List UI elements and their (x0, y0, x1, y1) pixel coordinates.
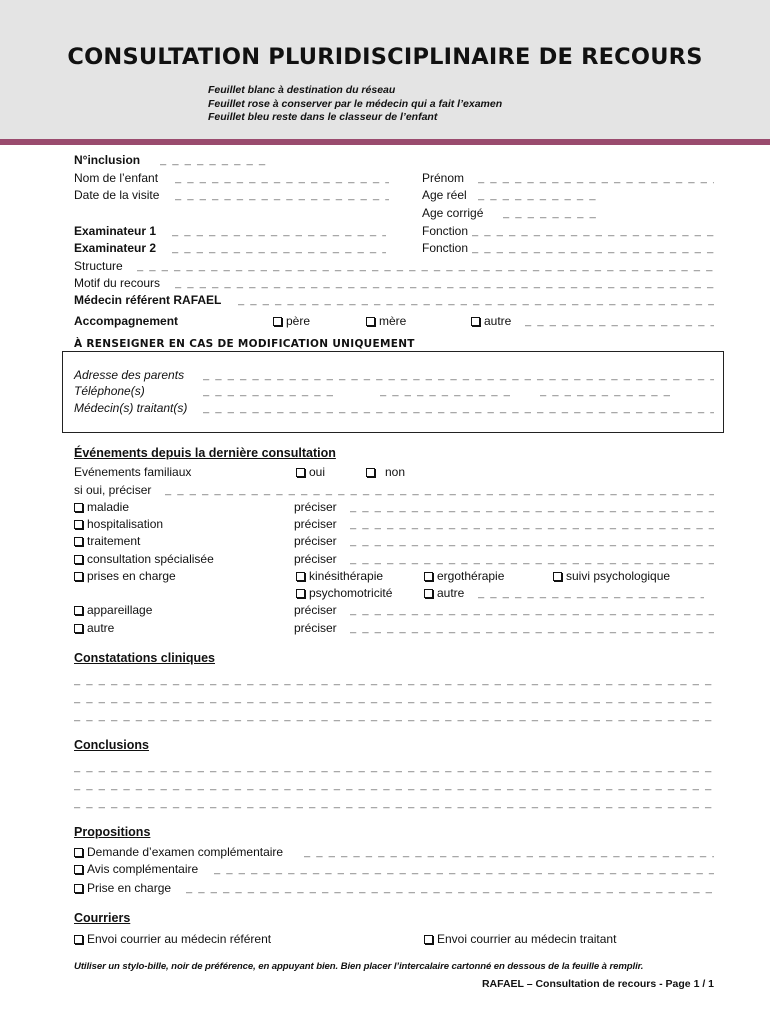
child-name-field[interactable] (175, 171, 389, 185)
firstname-field[interactable] (478, 171, 714, 185)
equipment-checkbox[interactable] (74, 603, 152, 617)
checkbox-icon (296, 572, 305, 581)
copy-instruction-blue: Feuillet bleu reste dans le classeur de l’enfant (208, 111, 438, 123)
copy-instructions (208, 84, 502, 125)
checkbox-icon (74, 520, 83, 529)
real-age-field[interactable] (478, 188, 598, 202)
visit-date-label: Date de la visite (74, 188, 160, 202)
modification-heading: À RENSEIGNER EN CAS DE MODIFICATION UNIQUEMENT (74, 338, 415, 350)
letter-attending-label: Envoi courrier au médecin traitant (437, 932, 617, 946)
illness-specify-field[interactable] (350, 500, 714, 514)
structure-label: Structure (74, 259, 123, 273)
physiotherapy-checkbox[interactable] (296, 569, 383, 583)
function2-label: Fonction (422, 241, 469, 255)
psychomotricity-label: psychomotricité (309, 586, 393, 600)
care-proposal-checkbox[interactable] (74, 881, 171, 895)
letter-referent-label: Envoi courrier au médecin référent (87, 932, 272, 946)
real-age-label: Age réel (422, 188, 467, 202)
care-proposal-label: Prise en charge (87, 881, 172, 895)
occupational-therapy-label: ergothérapie (437, 569, 505, 583)
hospitalisation-label: hospitalisation (87, 517, 164, 531)
specify-label: préciser (294, 552, 337, 566)
other-care-label: autre (437, 586, 465, 600)
checkbox-icon (74, 572, 83, 581)
checkbox-icon (74, 537, 83, 546)
inclusion-label: N°inclusion (74, 153, 141, 167)
phone-field-3[interactable] (540, 384, 670, 398)
father-label: père (286, 314, 311, 328)
extra-exam-checkbox[interactable] (74, 845, 283, 859)
mother-label: mère (379, 314, 407, 328)
examiner1-field[interactable] (172, 224, 386, 238)
other-event-label: autre (87, 621, 115, 635)
hospitalisation-specify-field[interactable] (350, 517, 714, 531)
other-care-checkbox[interactable] (424, 586, 464, 600)
function1-label: Fonction (422, 224, 469, 238)
yes-label: oui (309, 465, 326, 479)
examiner1-label: Examinateur 1 (74, 224, 157, 238)
motive-field[interactable] (175, 276, 714, 290)
other-companion-checkbox[interactable] (471, 314, 511, 328)
letters-heading: Courriers (74, 911, 131, 925)
no-label: non (385, 465, 406, 479)
propositions-heading: Propositions (74, 825, 151, 839)
corrected-age-label: Age corrigé (422, 206, 484, 220)
firstname-label: Prénom (422, 171, 465, 185)
other-companion-field[interactable] (525, 314, 714, 328)
function2-field[interactable] (472, 241, 714, 255)
phone-field-2[interactable] (380, 384, 510, 398)
clinical-findings-line-1[interactable] (74, 673, 714, 687)
specify-label: préciser (294, 517, 337, 531)
father-checkbox[interactable] (273, 314, 310, 328)
checkbox-icon (424, 935, 433, 944)
other-companion-label: autre (484, 314, 512, 328)
checkbox-icon (74, 865, 83, 874)
if-yes-label: si oui, préciser (74, 483, 152, 497)
parents-address-field[interactable] (203, 368, 714, 382)
checkbox-icon (296, 468, 305, 477)
checkbox-icon (296, 589, 305, 598)
psychological-followup-label: suivi psychologique (566, 569, 671, 583)
phone-label: Téléphone(s) (74, 384, 145, 398)
specify-label: préciser (294, 603, 337, 617)
checkbox-icon (74, 935, 83, 944)
extra-exam-label: Demande d’examen complémentaire (87, 845, 284, 859)
checkbox-icon (74, 624, 83, 633)
if-yes-field[interactable] (165, 483, 714, 497)
conclusions-line-1[interactable] (74, 760, 714, 774)
copy-instruction-white: Feuillet blanc à destination du réseau (208, 84, 396, 96)
visit-date-field[interactable] (175, 188, 389, 202)
occupational-therapy-checkbox[interactable] (424, 569, 504, 583)
treatment-checkbox[interactable] (74, 534, 140, 548)
equipment-specify-field[interactable] (350, 603, 714, 617)
psychomotricity-checkbox[interactable] (296, 586, 392, 600)
conclusions-heading: Conclusions (74, 738, 150, 752)
checkbox-icon (74, 606, 83, 615)
parents-address-label: Adresse des parents (74, 368, 185, 382)
usage-note: Utiliser un stylo-bille, noir de préférence, en appuyant bien. Bien placer l’intercalaire cartonné en dessous de la feuille à remplir. (74, 961, 644, 972)
examiner2-field[interactable] (172, 241, 386, 255)
treatment-label: traitement (87, 534, 141, 548)
clinical-findings-line-3[interactable] (74, 709, 714, 723)
phone-field-1[interactable] (203, 384, 333, 398)
checkbox-icon (74, 503, 83, 512)
checkbox-icon (74, 848, 83, 857)
header-divider (0, 139, 770, 145)
motive-label: Motif du recours (74, 276, 161, 290)
specify-label: préciser (294, 621, 337, 635)
illness-label: maladie (87, 500, 130, 514)
other-event-specify-field[interactable] (350, 621, 714, 635)
mother-checkbox[interactable] (366, 314, 406, 328)
extra-exam-field[interactable] (304, 845, 714, 859)
clinical-findings-line-2[interactable] (74, 691, 714, 705)
specialist-consultation-checkbox[interactable] (74, 552, 214, 566)
extra-opinion-checkbox[interactable] (74, 862, 198, 876)
events-heading: Événements depuis la dernière consultation (74, 446, 336, 460)
physiotherapy-label: kinésithérapie (309, 569, 384, 583)
accompaniment-label: Accompagnement (74, 314, 179, 328)
clinical-findings-heading: Constatations cliniques (74, 651, 215, 665)
checkbox-icon (273, 317, 282, 326)
checkbox-icon (424, 589, 433, 598)
conclusions-line-2[interactable] (74, 778, 714, 792)
specialist-consultation-specify-field[interactable] (350, 552, 714, 566)
letter-referent-checkbox[interactable] (74, 932, 271, 946)
care-proposal-field[interactable] (186, 881, 714, 895)
yes-checkbox[interactable] (296, 465, 325, 479)
other-care-field[interactable] (478, 586, 704, 600)
checkbox-icon (74, 884, 83, 893)
attending-doctors-label: Médecin(s) traitant(s) (74, 401, 188, 415)
referent-doctor-label: Médecin référent RAFAEL (74, 293, 222, 307)
attending-doctors-field[interactable] (203, 401, 714, 415)
care-label: prises en charge (87, 569, 176, 583)
conclusions-line-3[interactable] (74, 796, 714, 810)
checkbox-icon (424, 572, 433, 581)
copy-instruction-pink: Feuillet rose à conserver par le médecin qui a fait l’examen (208, 97, 503, 110)
care-checkbox[interactable] (74, 569, 176, 583)
child-name-label: Nom de l’enfant (74, 171, 159, 185)
specialist-consultation-label: consultation spécialisée (87, 552, 214, 566)
extra-opinion-label: Avis complémentaire (87, 862, 199, 876)
equipment-label: appareillage (87, 603, 153, 617)
treatment-specify-field[interactable] (350, 534, 714, 548)
inclusion-field[interactable] (160, 153, 266, 167)
illness-checkbox[interactable] (74, 500, 129, 514)
checkbox-icon (74, 555, 83, 564)
specify-label: préciser (294, 534, 337, 548)
examiner2-label: Examinateur 2 (74, 241, 157, 255)
family-events-label: Evénements familiaux (74, 465, 192, 479)
no-checkbox[interactable] (366, 465, 405, 479)
referent-doctor-field[interactable] (238, 293, 714, 307)
extra-opinion-field[interactable] (214, 862, 714, 876)
page-title: CONSULTATION PLURIDISCIPLINAIRE DE RECOURS (67, 44, 703, 70)
letter-attending-checkbox[interactable] (424, 932, 616, 946)
psychological-followup-checkbox[interactable] (553, 569, 670, 583)
other-event-checkbox[interactable] (74, 621, 114, 635)
checkbox-icon (366, 468, 375, 477)
checkbox-icon (366, 317, 375, 326)
function1-field[interactable] (472, 224, 714, 238)
corrected-age-field[interactable] (503, 206, 599, 220)
structure-field[interactable] (137, 259, 714, 273)
page-footer: RAFAEL – Consultation de recours - Page 1 / 1 (481, 978, 714, 990)
checkbox-icon (471, 317, 480, 326)
hospitalisation-checkbox[interactable] (74, 517, 163, 531)
checkbox-icon (553, 572, 562, 581)
specify-label: préciser (294, 500, 337, 514)
